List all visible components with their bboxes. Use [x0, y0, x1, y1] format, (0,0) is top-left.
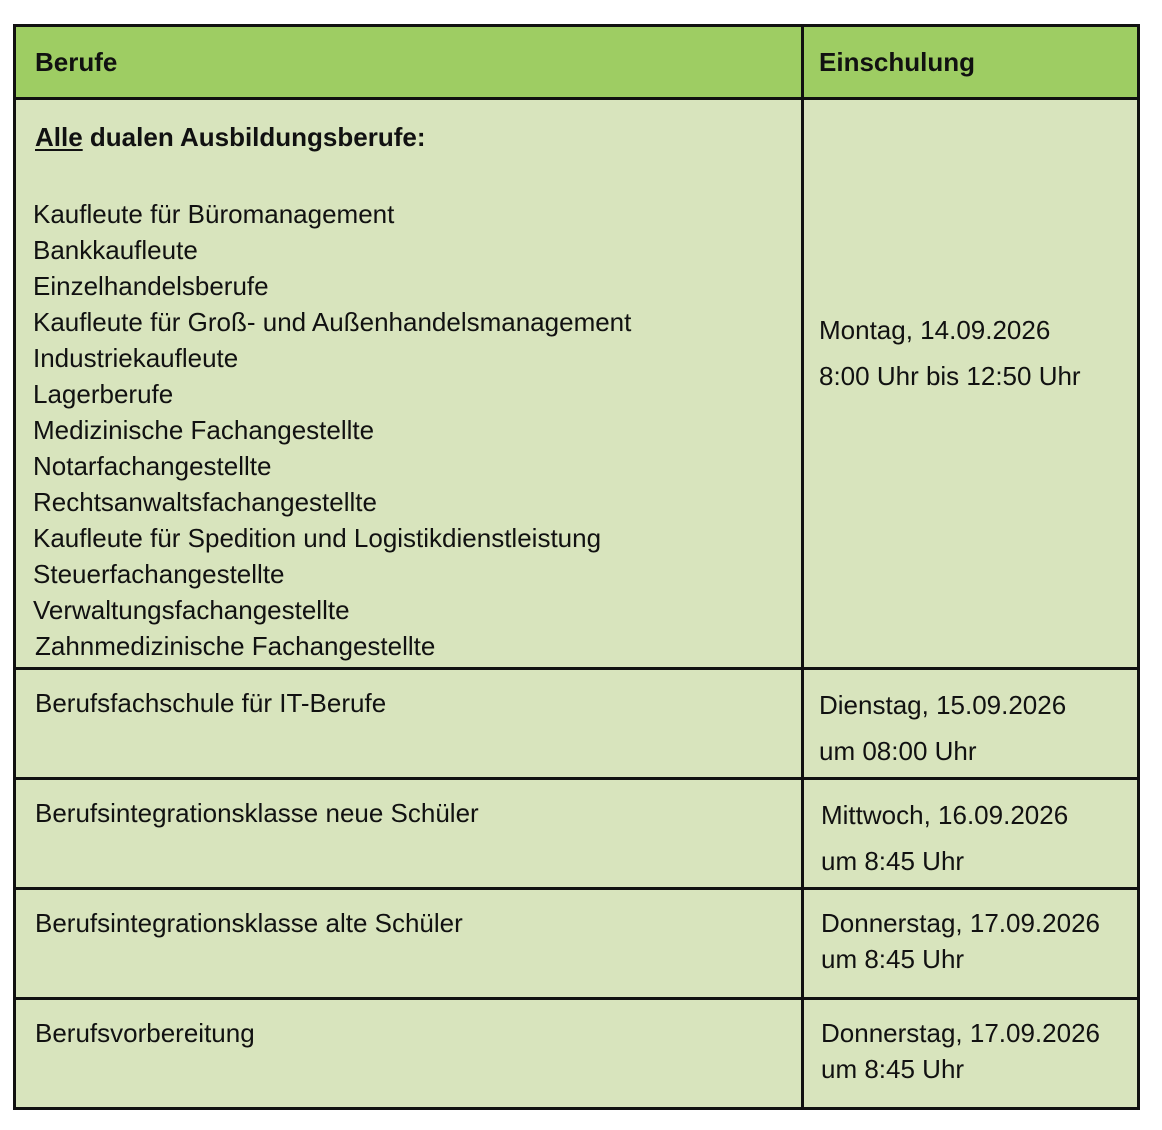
dual-heading-rest: dualen Ausbildungsberufe: [82, 122, 426, 152]
dual-time: 8:00 Uhr bis 12:50 Uhr [819, 361, 1081, 391]
dual-heading [35, 119, 426, 155]
berufsvorbereitung-time: um 8:45 Uhr [821, 1054, 965, 1084]
list-item: Verwaltungsfachangestellte [33, 595, 350, 625]
list-item: Kaufleute für Büromanagement [33, 199, 395, 229]
berufsvorbereitung-date: Donnerstag, 17.09.2026 [821, 1018, 1100, 1048]
list-item: Industriekaufleute [33, 343, 239, 373]
column-divider [801, 27, 804, 1107]
integration-new-schedule [821, 792, 1068, 884]
integration-old-time: um 8:45 Uhr [821, 944, 965, 974]
header-einschulung: Einschulung [819, 47, 975, 77]
integration-old-schedule [821, 905, 1100, 977]
it-berufe-label: Berufsfachschule für IT-Berufe [35, 688, 387, 718]
list-item: Steuerfachangestellte [33, 559, 285, 589]
list-item: Einzelhandelsberufe [33, 271, 269, 301]
integration-new-label: Berufsintegrationsklasse neue Schüler [35, 798, 479, 828]
schedule-table [13, 24, 1140, 1110]
list-item: Bankkaufleute [33, 235, 198, 265]
it-berufe-schedule [819, 682, 1066, 774]
dual-heading-underlined: Alle [35, 122, 83, 152]
integration-new-time: um 8:45 Uhr [821, 846, 965, 876]
row-divider [16, 667, 1137, 670]
list-item: Medizinische Fachangestellte [33, 415, 375, 445]
row-divider [16, 887, 1137, 890]
list-item: Kaufleute für Spedition und Logistikdienstleistung [33, 523, 602, 553]
row-divider [16, 997, 1137, 1000]
list-item: Lagerberufe [33, 379, 174, 409]
it-berufe-date: Dienstag, 15.09.2026 [819, 690, 1067, 720]
dual-profession-list [33, 196, 631, 664]
berufsvorbereitung-schedule [821, 1015, 1100, 1087]
list-item: Zahnmedizinische Fachangestellte [35, 631, 436, 661]
row-divider [16, 777, 1137, 780]
integration-new-date: Mittwoch, 16.09.2026 [821, 800, 1069, 830]
it-berufe-time: um 08:00 Uhr [819, 736, 977, 766]
list-item: Notarfachangestellte [33, 451, 272, 481]
list-item: Rechtsanwaltsfachangestellte [33, 487, 377, 517]
dual-date: Montag, 14.09.2026 [819, 315, 1051, 345]
berufsvorbereitung-label: Berufsvorbereitung [35, 1018, 255, 1048]
integration-old-date: Donnerstag, 17.09.2026 [821, 908, 1100, 938]
dual-schedule [819, 307, 1081, 399]
header-berufe: Berufe [35, 47, 118, 77]
integration-old-label: Berufsintegrationsklasse alte Schüler [35, 908, 463, 938]
list-item: Kaufleute für Groß- und Außenhandelsmanagement [33, 307, 632, 337]
